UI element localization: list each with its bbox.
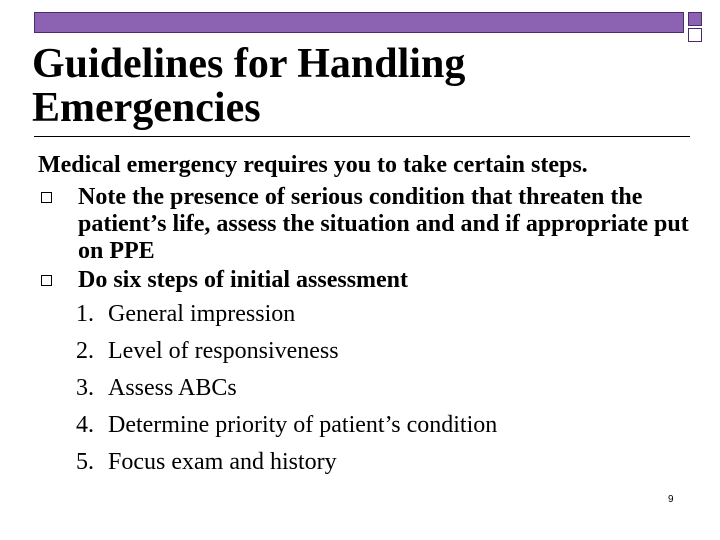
slide-body: [38, 147, 698, 481]
intro-text: Medical emergency requires you to take certain steps.: [38, 152, 588, 178]
item-number: 2.: [76, 338, 94, 364]
hollow-square-icon: [41, 275, 52, 286]
title-accent-bar: [34, 12, 684, 33]
page-number: 9: [668, 494, 674, 505]
slide-title: Guidelines for Handling Emergencies: [32, 41, 466, 131]
item-number: 3.: [76, 375, 94, 401]
title-divider: [34, 136, 690, 137]
corner-filled-square: [688, 12, 702, 26]
item-number: 5.: [76, 449, 94, 475]
numbered-item: [38, 407, 698, 444]
bullet-text: Do six steps of initial assessment: [78, 267, 409, 293]
bullet-item: [38, 184, 698, 265]
item-text: Determine priority of patient’s condition: [108, 412, 498, 438]
item-number: 4.: [76, 412, 94, 438]
numbered-item: [38, 333, 698, 370]
numbered-item: [38, 370, 698, 407]
bullet-text: Note the presence of serious condition that threaten the patient’s life, assess the situation and and if appropriate put on PPE: [78, 184, 689, 264]
hollow-square-icon: [41, 192, 52, 203]
bullet-item: [38, 267, 698, 294]
item-text: Assess ABCs: [108, 375, 237, 401]
item-text: Focus exam and history: [108, 449, 337, 475]
item-text: General impression: [108, 301, 296, 327]
numbered-item: [38, 296, 698, 333]
item-text: Level of responsiveness: [108, 338, 339, 364]
corner-outline-square: [688, 28, 702, 42]
numbered-item: [38, 444, 698, 481]
item-number: 1.: [76, 301, 94, 327]
